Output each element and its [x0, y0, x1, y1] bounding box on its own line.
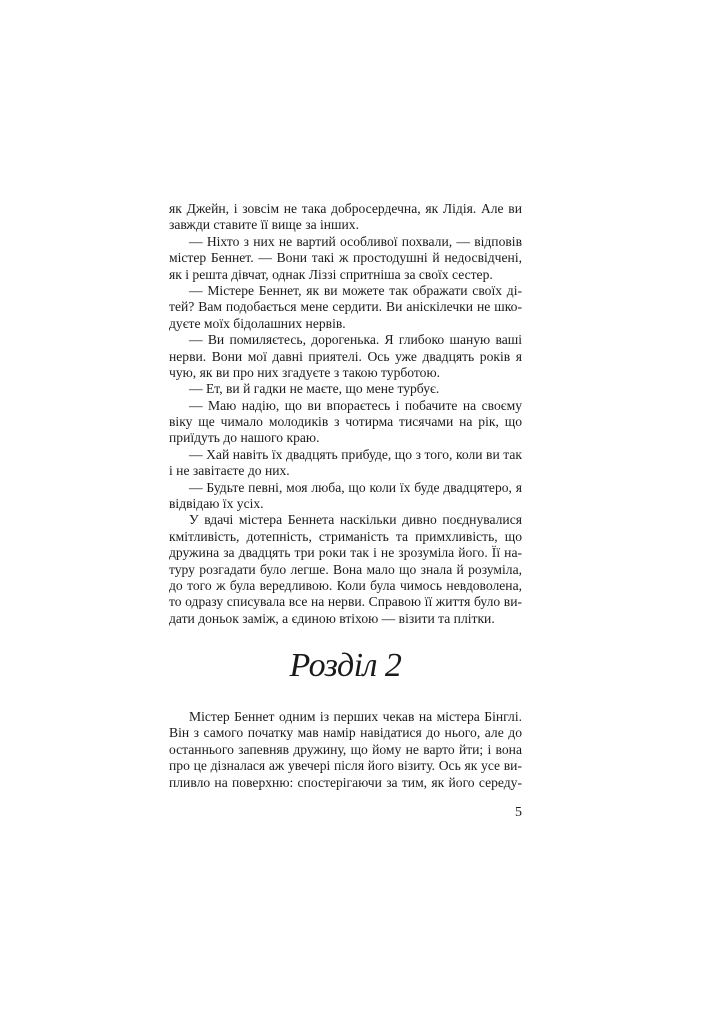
text-block-bottom [169, 709, 522, 791]
text-line: віку ще чимало молодиків з чотирма тисячами на рік, що [169, 414, 522, 430]
text-line: чую, як ви про них згадуєте з такою турботою. [169, 364, 441, 380]
text-line: дружина за двадцять три роки так і не зрозуміла його. Її на- [169, 545, 522, 561]
text-line: — Маю надію, що ви впораєтесь і побачите на своєму [189, 397, 522, 413]
text-line: завжди ставите її вище за інших. [169, 217, 359, 233]
page-number: 5 [515, 805, 522, 820]
chapter-title: Розділ 2 [289, 647, 402, 684]
text-line: — Будьте певні, моя люба, що коли їх буде двадцятеро, я [189, 479, 522, 495]
text-line: то одразу списувала все на нерви. Справою її життя було ви- [169, 594, 522, 610]
text-line: пливло на поверхню: спостерігаючи за тим, як його середу- [169, 774, 522, 790]
text-line: містер Беннет. — Вони такі ж простодушні й недосвідчені, [169, 250, 522, 266]
text-line: відвідаю їх усіх. [169, 496, 264, 512]
text-line: — Ви помиляєтесь, дорогенька. Я глибоко шаную ваші [189, 332, 522, 348]
text-line: Містер Беннет одним із перших чекав на містера Бінглі. [189, 709, 522, 724]
text-line: кмітливість, дотепність, стриманість та примхливість, що [169, 528, 522, 544]
text-line: — Хай навіть їх двадцять прибуде, що з того, коли ви так [189, 446, 522, 462]
text-line: — Ет, ви й гадки не маєте, що мене турбує. [189, 381, 440, 397]
text-line: — Ніхто з них не вартий особливої похвали, — відповів [189, 233, 522, 249]
text-line: як Джейн, і зовсім не така добросердечна, як Лідія. Але ви [169, 201, 522, 216]
text-line: Він з самого початку мав намір навідатися до нього, але до [169, 725, 522, 741]
text-line: приїдуть до нашого краю. [169, 430, 320, 446]
text-line: останнього запевняв дружину, що йому не варто йти; і вона [169, 741, 522, 757]
text-line: тей? Вам подобається мене сердити. Ви аніскілечки не шко- [169, 299, 522, 315]
text-block-top [169, 201, 522, 627]
text-line: дуєте моїх бідолашних нервів. [169, 315, 346, 331]
text-line: дати доньок заміж, а єдиною втіхою — візити та плітки. [169, 610, 495, 626]
text-line: про це дізналася аж увечері після його візиту. Ось як усе ви- [169, 758, 522, 774]
text-line: — Містере Беннет, як ви можете так ображати своїх ді- [189, 282, 522, 298]
text-line: як і решта дівчат, однак Ліззі спритніша за своїх сестер. [169, 266, 493, 282]
text-line: нерви. Вони мої давні приятелі. Ось уже двадцять років я [169, 348, 522, 364]
text-line: У вдачі містера Беннета наскільки дивно поєднувалися [189, 512, 522, 528]
text-line: і не завітаєте до них. [169, 463, 290, 479]
text-line: туру розгадати було легше. Вона мало що знала й розуміла, [169, 561, 522, 577]
text-line: до того ж була вередливою. Коли була чимось невдоволена, [169, 577, 522, 593]
